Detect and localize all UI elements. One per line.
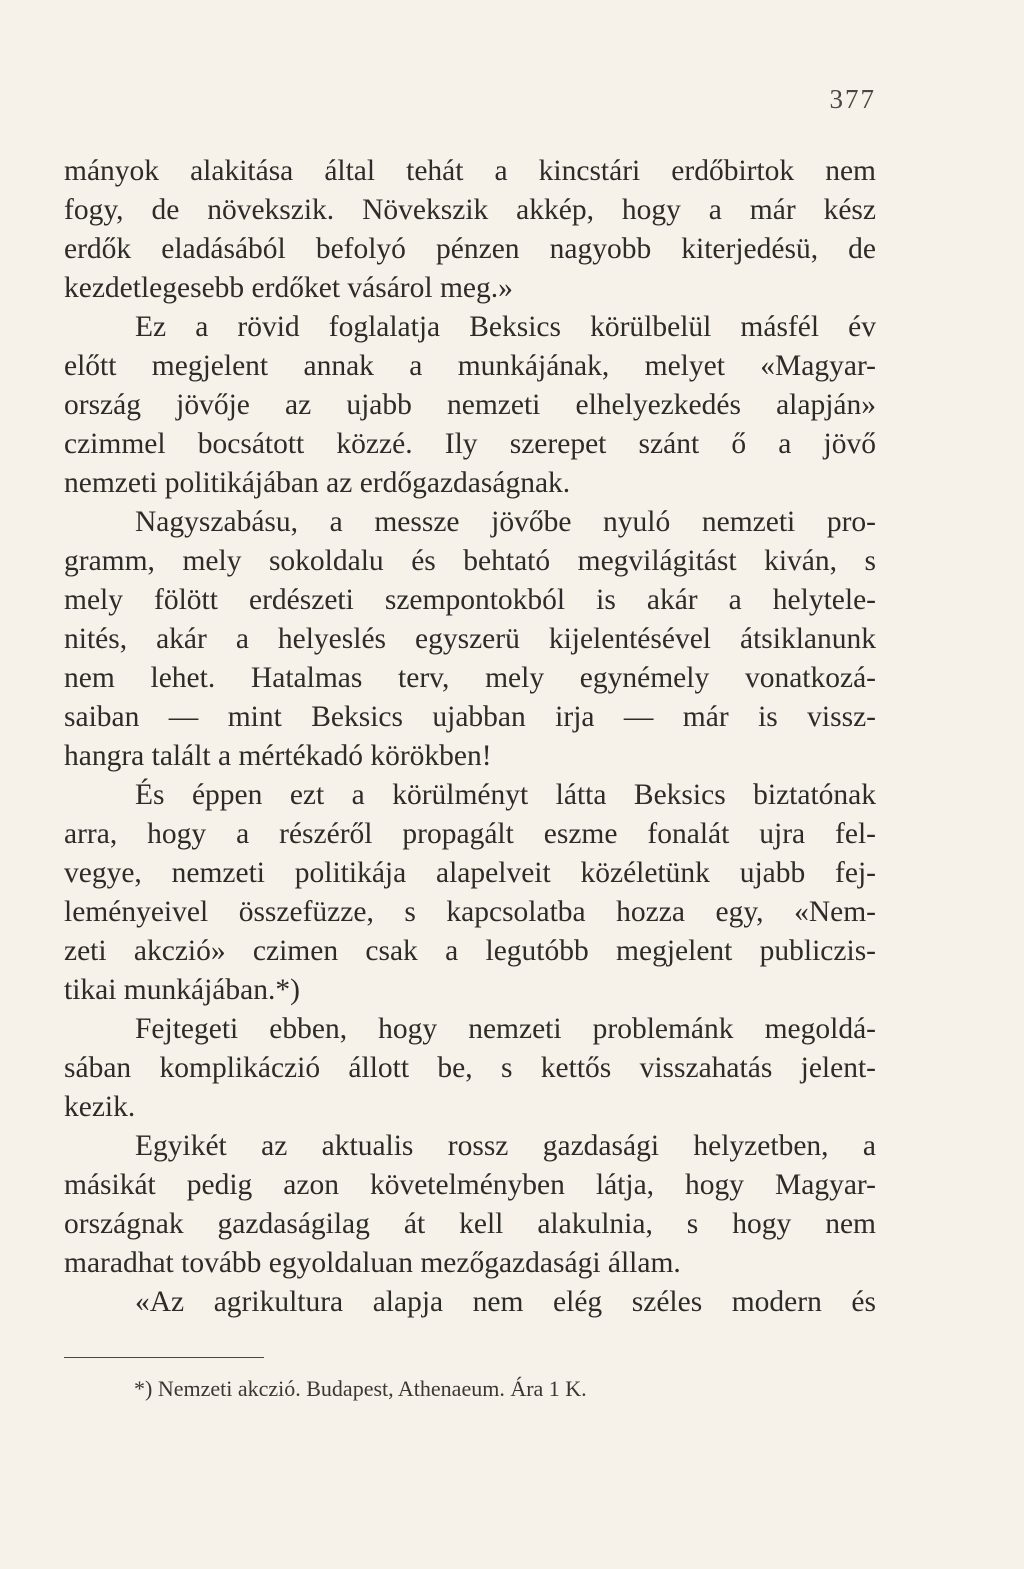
paragraph-first-line: Egyikét az aktualis rossz gazdasági helyzetben, a — [135, 1130, 876, 1162]
footnote-divider — [64, 1357, 264, 1358]
paragraph-first-line: Nagyszabásu, a messze jövőbe nyuló nemzeti pro- — [135, 506, 876, 538]
paragraph-first-line: Fejtegeti ebben, hogy nemzeti problemánk megoldá- — [135, 1013, 876, 1045]
text-line: saiban — mint Beksics ujabban irja — már is vissz- — [64, 701, 876, 733]
text-line: fogy, de növekszik. Növekszik akkép, hogy a már kész — [64, 194, 876, 226]
text-line: arra, hogy a részéről propagált eszme fonalát ujra fel- — [64, 818, 876, 850]
text-line: sában komplikáczió állott be, s kettős visszahatás jelent- — [64, 1052, 876, 1084]
text-line: zeti akczió» czimen csak a legutóbb megjelent publiczis- — [64, 935, 876, 967]
text-line: erdők eladásából befolyó pénzen nagyobb kiterjedésü, de — [64, 233, 876, 265]
text-line: maradhat tovább egyoldaluan mezőgazdasági állam. — [64, 1247, 681, 1279]
paragraph-first-line: «Az agrikultura alapja nem elég széles modern és — [135, 1286, 876, 1318]
paragraph-first-line: És éppen ezt a körülményt látta Beksics biztatónak — [135, 779, 876, 811]
text-line: tikai munkájában.*) — [64, 974, 300, 1006]
text-line: gramm, mely sokoldalu és behtató megvilágitást kiván, s — [64, 545, 876, 577]
paragraph-first-line: Ez a rövid foglalatja Beksics körülbelül másfél év — [135, 311, 876, 343]
text-line: czimmel bocsátott közzé. Ily szerepet szánt ő a jövő — [64, 428, 876, 460]
text-line: nem lehet. Hatalmas terv, mely egynémely vonatkozá- — [64, 662, 876, 694]
text-line: kezdetlegesebb erdőket vásárol meg.» — [64, 272, 513, 304]
text-line: kezik. — [64, 1091, 136, 1123]
text-line: nemzeti politikájában az erdőgazdaságnak. — [64, 467, 571, 499]
text-line: hangra talált a mértékadó körökben! — [64, 740, 492, 772]
text-line: leményeivel összefüzze, s kapcsolatba hozza egy, «Nem- — [64, 896, 876, 928]
text-line: előtt megjelent annak a munkájának, melyet «Magyar- — [64, 350, 876, 382]
footnote: *) Nemzeti akczió. Budapest, Athenaeum. Ára 1 K. — [134, 1376, 587, 1401]
page-number: 377 — [829, 84, 876, 114]
text-line: másikát pedig azon követelményben látja, hogy Magyar- — [64, 1169, 876, 1201]
text-line: ország jövője az ujabb nemzeti elhelyezkedés alapján» — [64, 389, 876, 421]
text-line: nités, akár a helyeslés egyszerü kijelentésével átsiklanunk — [64, 623, 876, 655]
text-line: országnak gazdaságilag át kell alakulnia, s hogy nem — [64, 1208, 876, 1240]
text-line: mely fölött erdészeti szempontokból is akár a helytele- — [64, 584, 876, 616]
text-line: vegye, nemzeti politikája alapelveit közéletünk ujabb fej- — [64, 857, 876, 889]
text-line: mányok alakitása által tehát a kincstári erdőbirtok nem — [64, 155, 876, 187]
